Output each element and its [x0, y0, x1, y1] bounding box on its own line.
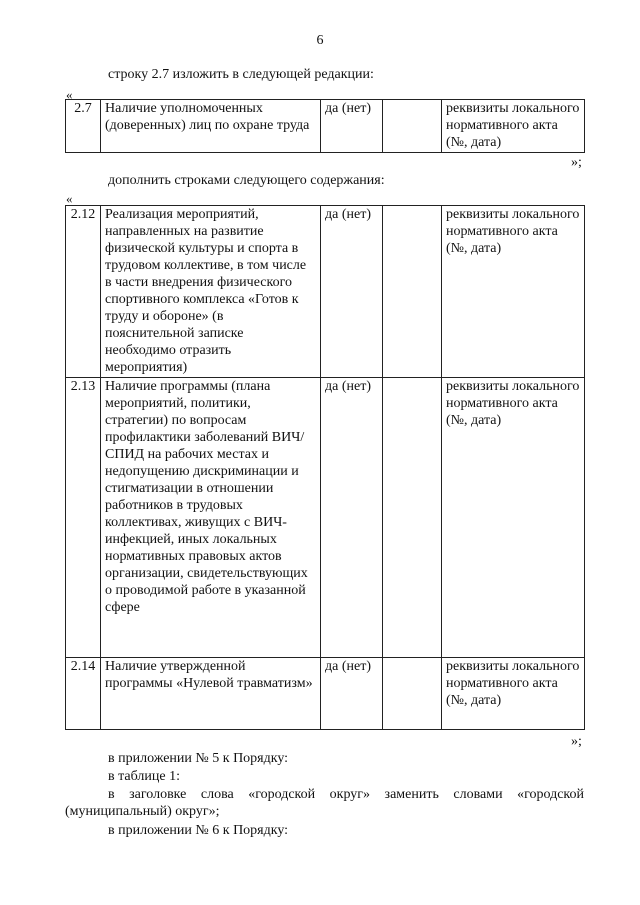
row-number: 2.7: [66, 100, 101, 153]
table-row: [66, 378, 585, 658]
close-quote-2: »;: [571, 734, 582, 749]
close-quote-1: »;: [571, 155, 582, 170]
row-answer: да (нет): [321, 658, 383, 730]
open-quote-1: «: [66, 87, 73, 102]
table-row: [66, 100, 585, 153]
appendix-5-line: в приложении № 5 к Порядку:: [108, 751, 289, 766]
row-blank: [383, 658, 442, 730]
table-row: [66, 206, 585, 378]
row-doc: реквизиты локального нормативного акта (№, дата): [442, 378, 585, 658]
table-row: [66, 658, 585, 730]
open-quote-2: «: [66, 191, 73, 206]
row-text: Наличие утвержденной программы «Нулевой травматизм»: [101, 658, 321, 730]
row-number: 2.14: [66, 658, 101, 730]
add-line: дополнить строками следующего содержания:: [108, 173, 385, 188]
row-blank: [383, 206, 442, 378]
page-number: 6: [316, 33, 324, 48]
table-added-rows: [65, 205, 585, 730]
row-text: Наличие уполномоченных (доверенных) лиц по охране труда: [101, 100, 321, 153]
intro-line: строку 2.7 изложить в следующей редакции:: [108, 67, 374, 82]
table-row-2-7: [65, 99, 585, 153]
row-answer: да (нет): [321, 378, 383, 658]
row-doc: реквизиты локального нормативного акта (№, дата): [442, 206, 585, 378]
row-doc: реквизиты локального нормативного акта (№, дата): [442, 658, 585, 730]
replace-text-paragraph: в заголовке слова «городской округ» заменить словами «городской (муниципальный) округ»;: [65, 787, 584, 819]
table-1-line: в таблице 1:: [108, 769, 180, 784]
row-doc: реквизиты локального нормативного акта (№, дата): [442, 100, 585, 153]
row-answer: да (нет): [321, 206, 383, 378]
row-text: Реализация мероприятий, направленных на развитие физической культуры и спорта в трудовом коллективе, в том числе в части внедрения физического спортивного комплекса «Готов к труду и обороне» (в пояснительной записке необходимо отразить мероприятия): [101, 206, 321, 378]
row-answer: да (нет): [321, 100, 383, 153]
row-blank: [383, 378, 442, 658]
row-number: 2.13: [66, 378, 101, 658]
row-text: Наличие программы (плана мероприятий, политики, стратегии) по вопросам профилактики заболеваний ВИЧ/СПИД на рабочих местах и недопущению дискриминации и стигматизации в отношении работников в трудовых коллективах, живущих с ВИЧ-инфекцией, иных локальных нормативных правовых актов организации, свидетельствующих о проводимой работе в указанной сфере: [101, 378, 321, 658]
row-blank: [383, 100, 442, 153]
row-number: 2.12: [66, 206, 101, 378]
appendix-6-line: в приложении № 6 к Порядку:: [108, 823, 289, 838]
